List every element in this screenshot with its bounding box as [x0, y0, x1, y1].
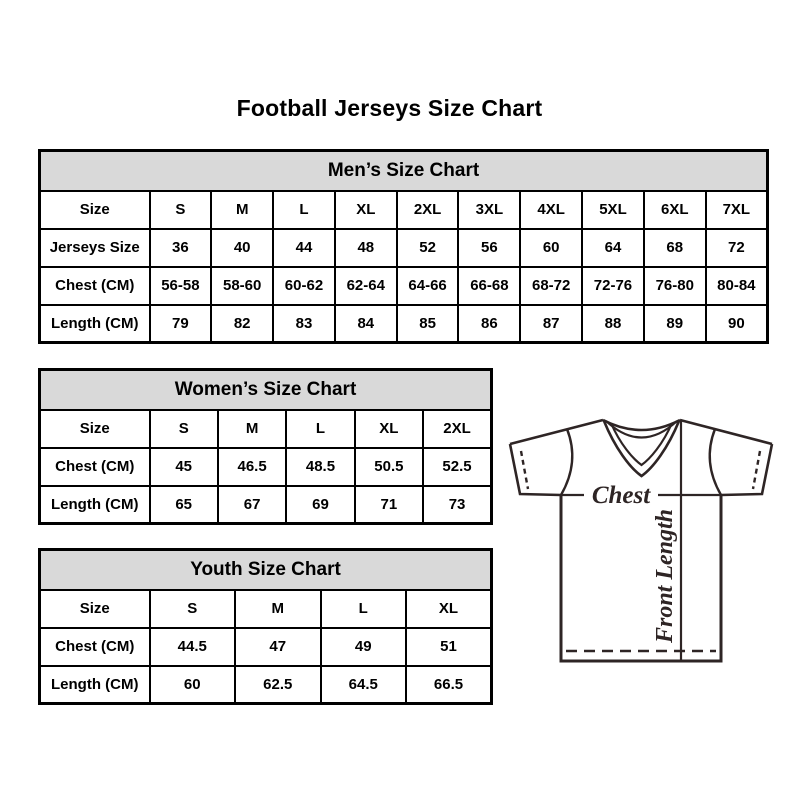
jersey-body-outline	[561, 495, 721, 661]
jersey-right-shoulder-line	[680, 420, 772, 444]
youth-value-cell: 64.5	[321, 666, 407, 704]
womens-value-cell: 65	[150, 486, 218, 524]
mens-size-column-header: M	[211, 191, 273, 229]
mens-size-column-header: XL	[335, 191, 397, 229]
youth-value-cell: 51	[406, 628, 492, 666]
mens-value-cell: 86	[458, 305, 520, 343]
mens-value-cell: 58-60	[211, 267, 273, 305]
youth-section-title: Youth Size Chart	[40, 550, 492, 590]
page-title: Football Jerseys Size Chart	[236, 95, 543, 121]
youth-size-table	[38, 548, 493, 705]
womens-size-column-header: S	[150, 410, 218, 448]
mens-value-cell: 64-66	[397, 267, 459, 305]
mens-value-cell: 60	[520, 229, 582, 267]
womens-value-cell: 73	[423, 486, 491, 524]
mens-size-column-header: 6XL	[644, 191, 706, 229]
youth-value-cell: 49	[321, 628, 407, 666]
jersey-right-sleeve-outline	[721, 444, 772, 495]
womens-size-column-header: M	[218, 410, 286, 448]
womens-value-cell: 67	[218, 486, 286, 524]
youth-size-column-header: S	[150, 590, 236, 628]
mens-size-column-header: L	[273, 191, 335, 229]
mens-size-column-header: S	[150, 191, 212, 229]
youth-row-label: Length (CM)	[40, 666, 150, 704]
womens-value-cell: 46.5	[218, 448, 286, 486]
mens-value-cell: 56	[458, 229, 520, 267]
jersey-left-cuff-dashed-line	[521, 451, 528, 489]
youth-size-column-header: L	[321, 590, 407, 628]
youth-row-label-header: Size	[40, 590, 150, 628]
mens-value-cell: 84	[335, 305, 397, 343]
youth-row-label: Chest (CM)	[40, 628, 150, 666]
youth-value-cell: 44.5	[150, 628, 236, 666]
womens-size-column-header: 2XL	[423, 410, 491, 448]
womens-row-label: Chest (CM)	[40, 448, 150, 486]
womens-value-cell: 50.5	[355, 448, 423, 486]
jersey-left-armhole-seam	[561, 429, 572, 495]
mens-size-column-header: 5XL	[582, 191, 644, 229]
mens-table-row	[40, 229, 768, 267]
youth-size-column-header: M	[235, 590, 321, 628]
mens-value-cell: 72-76	[582, 267, 644, 305]
womens-value-cell: 71	[355, 486, 423, 524]
womens-size-column-header: XL	[355, 410, 423, 448]
mens-value-cell: 88	[582, 305, 644, 343]
mens-value-cell: 64	[582, 229, 644, 267]
mens-row-label: Jerseys Size	[40, 229, 150, 267]
womens-value-cell: 69	[286, 486, 354, 524]
jersey-left-shoulder-line	[510, 420, 603, 444]
mens-value-cell: 66-68	[458, 267, 520, 305]
mens-section-title: Men’s Size Chart	[40, 151, 768, 191]
womens-section-title: Women’s Size Chart	[40, 370, 492, 410]
mens-value-cell: 68	[644, 229, 706, 267]
mens-value-cell: 56-58	[150, 267, 212, 305]
mens-value-cell: 85	[397, 305, 459, 343]
mens-row-label: Chest (CM)	[40, 267, 150, 305]
mens-size-column-header: 3XL	[458, 191, 520, 229]
jersey-right-armhole-seam	[710, 429, 721, 495]
mens-size-column-header: 4XL	[520, 191, 582, 229]
mens-value-cell: 36	[150, 229, 212, 267]
womens-value-cell: 45	[150, 448, 218, 486]
mens-size-column-header: 7XL	[706, 191, 768, 229]
mens-value-cell: 68-72	[520, 267, 582, 305]
mens-value-cell: 60-62	[273, 267, 335, 305]
youth-value-cell: 66.5	[406, 666, 492, 704]
jersey-right-cuff-dashed-line	[753, 451, 760, 489]
mens-size-table	[38, 149, 769, 344]
womens-row-label: Length (CM)	[40, 486, 150, 524]
mens-value-cell: 87	[520, 305, 582, 343]
womens-size-column-header: L	[286, 410, 354, 448]
mens-value-cell: 52	[397, 229, 459, 267]
mens-value-cell: 79	[150, 305, 212, 343]
jersey-left-sleeve-outline	[510, 444, 561, 495]
mens-value-cell: 72	[706, 229, 768, 267]
womens-table-row	[40, 486, 492, 524]
youth-value-cell: 60	[150, 666, 236, 704]
womens-value-cell: 48.5	[286, 448, 354, 486]
youth-value-cell: 62.5	[235, 666, 321, 704]
chest-label: Chest	[591, 482, 651, 509]
youth-value-cell: 47	[235, 628, 321, 666]
womens-value-cell: 52.5	[423, 448, 491, 486]
front-length-label: Front Length	[652, 508, 678, 644]
womens-table-row	[40, 448, 492, 486]
mens-row-label-header: Size	[40, 191, 150, 229]
mens-row-label: Length (CM)	[40, 305, 150, 343]
mens-table-row	[40, 267, 768, 305]
mens-table-row	[40, 305, 768, 343]
mens-value-cell: 80-84	[706, 267, 768, 305]
mens-value-cell: 44	[273, 229, 335, 267]
youth-size-column-header: XL	[406, 590, 492, 628]
youth-table-row	[40, 666, 492, 704]
mens-value-cell: 83	[273, 305, 335, 343]
mens-value-cell: 82	[211, 305, 273, 343]
youth-table-row	[40, 628, 492, 666]
womens-size-table	[38, 368, 493, 525]
jersey-measurement-diagram	[500, 398, 780, 678]
mens-value-cell: 90	[706, 305, 768, 343]
mens-value-cell: 62-64	[335, 267, 397, 305]
mens-value-cell: 89	[644, 305, 706, 343]
mens-value-cell: 48	[335, 229, 397, 267]
womens-row-label-header: Size	[40, 410, 150, 448]
mens-value-cell: 76-80	[644, 267, 706, 305]
mens-size-column-header: 2XL	[397, 191, 459, 229]
mens-value-cell: 40	[211, 229, 273, 267]
